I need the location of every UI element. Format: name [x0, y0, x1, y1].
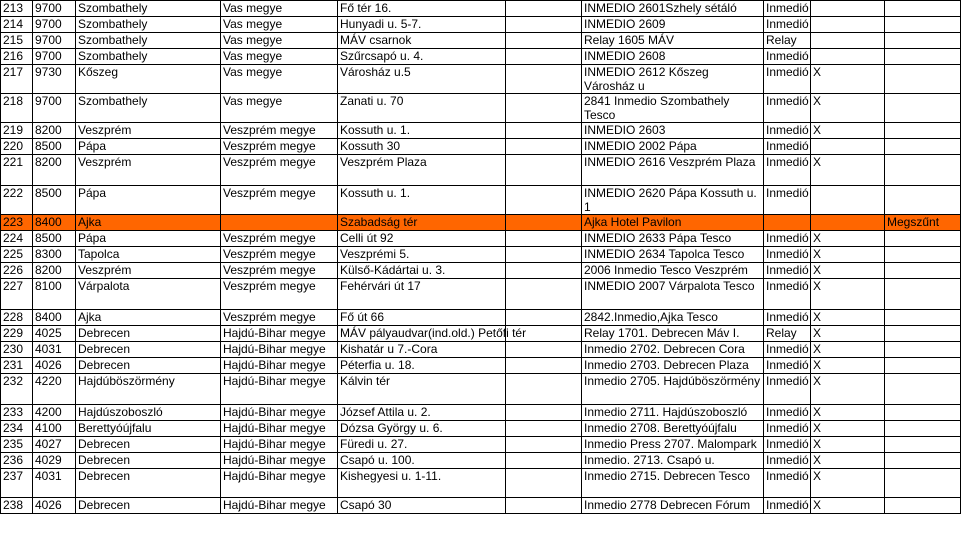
county-cell[interactable]: Vas megye: [221, 1, 338, 17]
store-name-cell[interactable]: INMEDIO 2609: [582, 17, 764, 33]
table-row: [1, 33, 961, 49]
brand-cell[interactable]: Inmedió: [764, 186, 811, 215]
blank-cell[interactable]: [506, 279, 582, 310]
county-cell[interactable]: Hajdú-Bihar megye: [221, 498, 338, 514]
flag-cell[interactable]: [811, 139, 885, 155]
blank-cell[interactable]: [506, 49, 582, 65]
address-cell[interactable]: Csapó 30: [338, 498, 506, 514]
blank-cell[interactable]: [506, 469, 582, 498]
table-body: [1, 1, 961, 514]
status-cell[interactable]: [885, 405, 961, 421]
store-name-cell[interactable]: Inmedio 2708. Berettyóújfalu: [582, 421, 764, 437]
brand-cell[interactable]: Inmedió: [764, 1, 811, 17]
city-cell[interactable]: Szombathely: [76, 94, 221, 123]
status-cell[interactable]: [885, 139, 961, 155]
city-cell[interactable]: Debrecen: [76, 498, 221, 514]
table-row: [1, 65, 961, 94]
store-name-cell[interactable]: INMEDIO 2612 Kőszeg Városház u: [582, 65, 764, 94]
store-name-cell[interactable]: INMEDIO 2634 Tapolca Tesco: [582, 247, 764, 263]
blank-cell[interactable]: [506, 1, 582, 17]
table-row: [1, 247, 961, 263]
brand-cell[interactable]: Inmedió: [764, 155, 811, 186]
id-cell[interactable]: 231: [1, 358, 33, 374]
city-cell[interactable]: Debrecen: [76, 453, 221, 469]
zip-cell[interactable]: 8100: [33, 279, 76, 310]
table-row: [1, 231, 961, 247]
id-cell[interactable]: 227: [1, 279, 33, 310]
address-cell[interactable]: Szűrcsapó u. 4.: [338, 49, 506, 65]
table-row: [1, 49, 961, 65]
zip-cell[interactable]: 9700: [33, 33, 76, 49]
flag-cell[interactable]: [811, 49, 885, 65]
county-cell[interactable]: Hajdú-Bihar megye: [221, 469, 338, 498]
address-cell[interactable]: Füredi u. 27.: [338, 437, 506, 453]
blank-cell[interactable]: [506, 123, 582, 139]
id-cell[interactable]: 213: [1, 1, 33, 17]
store-name-cell[interactable]: INMEDIO 2616 Veszprém Plaza: [582, 155, 764, 186]
brand-cell[interactable]: [764, 215, 811, 231]
id-cell[interactable]: 225: [1, 247, 33, 263]
county-cell[interactable]: Veszprém megye: [221, 139, 338, 155]
county-cell[interactable]: Veszprém megye: [221, 123, 338, 139]
county-cell[interactable]: Vas megye: [221, 33, 338, 49]
brand-cell[interactable]: Inmedió: [764, 437, 811, 453]
address-cell[interactable]: Veszprémi 5.: [338, 247, 506, 263]
blank-cell[interactable]: [506, 139, 582, 155]
status-cell[interactable]: [885, 326, 961, 342]
blank-cell[interactable]: [506, 310, 582, 326]
id-cell[interactable]: 223: [1, 215, 33, 231]
id-cell[interactable]: 215: [1, 33, 33, 49]
flag-cell[interactable]: X: [811, 498, 885, 514]
zip-cell[interactable]: 4026: [33, 358, 76, 374]
flag-cell[interactable]: [811, 17, 885, 33]
city-cell[interactable]: Várpalota: [76, 279, 221, 310]
city-cell[interactable]: Ajka: [76, 215, 221, 231]
flag-cell[interactable]: X: [811, 155, 885, 186]
table-row: [1, 437, 961, 453]
id-cell[interactable]: 217: [1, 65, 33, 94]
brand-cell[interactable]: Inmedió: [764, 247, 811, 263]
store-name-cell[interactable]: INMEDIO 2608: [582, 49, 764, 65]
city-cell[interactable]: Szombathely: [76, 33, 221, 49]
flag-cell[interactable]: X: [811, 310, 885, 326]
county-cell[interactable]: Hajdú-Bihar megye: [221, 453, 338, 469]
blank-cell[interactable]: [506, 247, 582, 263]
zip-cell[interactable]: 4026: [33, 498, 76, 514]
status-cell[interactable]: [885, 437, 961, 453]
id-cell[interactable]: 235: [1, 437, 33, 453]
blank-cell[interactable]: [506, 17, 582, 33]
status-cell[interactable]: [885, 374, 961, 405]
blank-cell[interactable]: [506, 374, 582, 405]
address-cell[interactable]: Külső-Kádártai u. 3.: [338, 263, 506, 279]
table-row: [1, 123, 961, 139]
address-cell[interactable]: MÁV csarnok: [338, 33, 506, 49]
flag-cell[interactable]: X: [811, 326, 885, 342]
store-name-cell[interactable]: Inmedio. 2713. Csapó u.: [582, 453, 764, 469]
status-cell[interactable]: [885, 342, 961, 358]
city-cell[interactable]: Berettyóújfalu: [76, 421, 221, 437]
address-cell[interactable]: Városház u.5: [338, 65, 506, 94]
table-row: [1, 469, 961, 498]
address-cell[interactable]: Csapó u. 100.: [338, 453, 506, 469]
id-cell[interactable]: 214: [1, 17, 33, 33]
table-row: [1, 310, 961, 326]
county-cell[interactable]: Veszprém megye: [221, 155, 338, 186]
blank-cell[interactable]: [506, 453, 582, 469]
table-row: [1, 155, 961, 186]
flag-cell[interactable]: X: [811, 469, 885, 498]
county-cell[interactable]: Hajdú-Bihar megye: [221, 405, 338, 421]
flag-cell[interactable]: X: [811, 358, 885, 374]
store-name-cell[interactable]: 2006 Inmedio Tesco Veszprém: [582, 263, 764, 279]
address-cell[interactable]: Zanati u. 70: [338, 94, 506, 123]
table-row: [1, 186, 961, 215]
status-cell[interactable]: [885, 65, 961, 94]
status-cell[interactable]: [885, 310, 961, 326]
county-cell[interactable]: Hajdú-Bihar megye: [221, 437, 338, 453]
zip-cell[interactable]: 4220: [33, 374, 76, 405]
blank-cell[interactable]: [506, 155, 582, 186]
store-name-cell[interactable]: INMEDIO 2633 Pápa Tesco: [582, 231, 764, 247]
store-name-cell[interactable]: INMEDIO 2603: [582, 123, 764, 139]
city-cell[interactable]: Debrecen: [76, 358, 221, 374]
flag-cell[interactable]: X: [811, 421, 885, 437]
county-cell[interactable]: Veszprém megye: [221, 231, 338, 247]
brand-cell[interactable]: Relay: [764, 326, 811, 342]
address-cell[interactable]: Celli út 92: [338, 231, 506, 247]
table-row: [1, 17, 961, 33]
blank-cell[interactable]: [506, 231, 582, 247]
store-name-cell[interactable]: Inmedio 2703. Debrecen Plaza: [582, 358, 764, 374]
county-cell[interactable]: Vas megye: [221, 17, 338, 33]
store-name-cell[interactable]: Inmedio 2705. Hajdúböszörmény: [582, 374, 764, 405]
address-cell[interactable]: Kossuth u. 1.: [338, 123, 506, 139]
status-cell[interactable]: [885, 421, 961, 437]
flag-cell[interactable]: [811, 1, 885, 17]
address-cell[interactable]: Kishegyesi u. 1-11.: [338, 469, 506, 498]
id-cell[interactable]: 236: [1, 453, 33, 469]
county-cell[interactable]: Hajdú-Bihar megye: [221, 374, 338, 405]
flag-cell[interactable]: X: [811, 437, 885, 453]
city-cell[interactable]: Debrecen: [76, 326, 221, 342]
blank-cell[interactable]: [506, 498, 582, 514]
blank-cell[interactable]: [506, 33, 582, 49]
zip-cell[interactable]: 8200: [33, 155, 76, 186]
blank-cell[interactable]: [506, 421, 582, 437]
flag-cell[interactable]: X: [811, 123, 885, 139]
zip-cell[interactable]: 8500: [33, 139, 76, 155]
zip-cell[interactable]: 4031: [33, 469, 76, 498]
status-cell[interactable]: [885, 358, 961, 374]
status-cell[interactable]: [885, 231, 961, 247]
brand-cell[interactable]: Inmedió: [764, 405, 811, 421]
table-row: [1, 139, 961, 155]
county-cell[interactable]: Vas megye: [221, 94, 338, 123]
flag-cell[interactable]: X: [811, 263, 885, 279]
table-row: [1, 263, 961, 279]
address-cell[interactable]: Kossuth u. 1.: [338, 186, 506, 215]
store-name-cell[interactable]: Relay 1605 MÁV: [582, 33, 764, 49]
blank-cell[interactable]: [506, 342, 582, 358]
address-cell[interactable]: Szabadság tér: [338, 215, 506, 231]
id-cell[interactable]: 229: [1, 326, 33, 342]
flag-cell[interactable]: X: [811, 65, 885, 94]
zip-cell[interactable]: 8200: [33, 123, 76, 139]
city-cell[interactable]: Tapolca: [76, 247, 221, 263]
brand-cell[interactable]: Inmedió: [764, 231, 811, 247]
county-cell[interactable]: Veszprém megye: [221, 310, 338, 326]
zip-cell[interactable]: 4100: [33, 421, 76, 437]
city-cell[interactable]: Debrecen: [76, 469, 221, 498]
table-row: [1, 453, 961, 469]
city-cell[interactable]: Debrecen: [76, 342, 221, 358]
city-cell[interactable]: Veszprém: [76, 155, 221, 186]
city-cell[interactable]: Hajdúböszörmény: [76, 374, 221, 405]
table-row: [1, 215, 961, 231]
id-cell[interactable]: 233: [1, 405, 33, 421]
table-row: [1, 326, 961, 342]
status-cell[interactable]: [885, 453, 961, 469]
brand-cell[interactable]: Inmedió: [764, 374, 811, 405]
zip-cell[interactable]: 8500: [33, 186, 76, 215]
blank-cell[interactable]: [506, 215, 582, 231]
flag-cell[interactable]: [811, 33, 885, 49]
county-cell[interactable]: [221, 215, 338, 231]
brand-cell[interactable]: Relay: [764, 33, 811, 49]
address-cell[interactable]: Hunyadi u. 5-7.: [338, 17, 506, 33]
county-cell[interactable]: Veszprém megye: [221, 186, 338, 215]
blank-cell[interactable]: [506, 263, 582, 279]
address-cell[interactable]: Fehérvári út 17: [338, 279, 506, 310]
city-cell[interactable]: Debrecen: [76, 437, 221, 453]
city-cell[interactable]: Veszprém: [76, 123, 221, 139]
brand-cell[interactable]: Inmedió: [764, 139, 811, 155]
flag-cell[interactable]: X: [811, 279, 885, 310]
table-row: [1, 405, 961, 421]
address-cell[interactable]: MÁV pályaudvar(ind.old.) Petőfi tér: [338, 326, 506, 342]
store-name-cell[interactable]: Inmedio Press 2707. Malompark: [582, 437, 764, 453]
brand-cell[interactable]: Inmedió: [764, 94, 811, 123]
flag-cell[interactable]: X: [811, 405, 885, 421]
table-row: [1, 358, 961, 374]
store-name-cell[interactable]: INMEDIO 2620 Pápa Kossuth u. 1: [582, 186, 764, 215]
id-cell[interactable]: 220: [1, 139, 33, 155]
brand-cell[interactable]: Inmedió: [764, 263, 811, 279]
id-cell[interactable]: 216: [1, 49, 33, 65]
blank-cell[interactable]: [506, 94, 582, 123]
store-name-cell[interactable]: Ajka Hotel Pavilon: [582, 215, 764, 231]
flag-cell[interactable]: X: [811, 342, 885, 358]
store-name-cell[interactable]: Inmedio 2702. Debrecen Cora: [582, 342, 764, 358]
city-cell[interactable]: Szombathely: [76, 49, 221, 65]
city-cell[interactable]: Hajdúszoboszló: [76, 405, 221, 421]
blank-cell[interactable]: [506, 358, 582, 374]
id-cell[interactable]: 221: [1, 155, 33, 186]
store-name-cell[interactable]: INMEDIO 2002 Pápa: [582, 139, 764, 155]
county-cell[interactable]: Veszprém megye: [221, 279, 338, 310]
address-cell[interactable]: József Attila u. 2.: [338, 405, 506, 421]
zip-cell[interactable]: 8300: [33, 247, 76, 263]
status-cell[interactable]: [885, 263, 961, 279]
zip-cell[interactable]: 9700: [33, 17, 76, 33]
store-name-cell[interactable]: 2841 Inmedio Szombathely Tesco: [582, 94, 764, 123]
brand-cell[interactable]: Inmedió: [764, 498, 811, 514]
flag-cell[interactable]: X: [811, 453, 885, 469]
brand-cell[interactable]: Inmedió: [764, 49, 811, 65]
zip-cell[interactable]: 4200: [33, 405, 76, 421]
status-cell[interactable]: [885, 247, 961, 263]
status-cell[interactable]: [885, 1, 961, 17]
id-cell[interactable]: 219: [1, 123, 33, 139]
zip-cell[interactable]: 9700: [33, 49, 76, 65]
county-cell[interactable]: Hajdú-Bihar megye: [221, 358, 338, 374]
status-cell[interactable]: [885, 94, 961, 123]
store-name-cell[interactable]: 2842.Inmedio,Ajka Tesco: [582, 310, 764, 326]
county-cell[interactable]: Vas megye: [221, 49, 338, 65]
table-row: [1, 498, 961, 514]
brand-cell[interactable]: Inmedió: [764, 358, 811, 374]
id-cell[interactable]: 218: [1, 94, 33, 123]
store-name-cell[interactable]: Relay 1701. Debrecen Máv I.: [582, 326, 764, 342]
status-cell[interactable]: Megszűnt: [885, 215, 961, 231]
id-cell[interactable]: 222: [1, 186, 33, 215]
zip-cell[interactable]: 8500: [33, 231, 76, 247]
blank-cell[interactable]: [506, 65, 582, 94]
store-name-cell[interactable]: Inmedio 2778 Debrecen Fórum: [582, 498, 764, 514]
brand-cell[interactable]: Inmedió: [764, 279, 811, 310]
status-cell[interactable]: [885, 17, 961, 33]
address-cell[interactable]: Veszprém Plaza: [338, 155, 506, 186]
brand-cell[interactable]: Inmedió: [764, 453, 811, 469]
status-cell[interactable]: [885, 33, 961, 49]
table-row: [1, 94, 961, 123]
zip-cell[interactable]: 9730: [33, 65, 76, 94]
flag-cell[interactable]: X: [811, 94, 885, 123]
city-cell[interactable]: Ajka: [76, 310, 221, 326]
id-cell[interactable]: 238: [1, 498, 33, 514]
flag-cell[interactable]: X: [811, 231, 885, 247]
zip-cell[interactable]: 8400: [33, 310, 76, 326]
city-cell[interactable]: Pápa: [76, 231, 221, 247]
table-row: [1, 342, 961, 358]
table-row: [1, 279, 961, 310]
blank-cell[interactable]: [506, 186, 582, 215]
county-cell[interactable]: Veszprém megye: [221, 247, 338, 263]
zip-cell[interactable]: 9700: [33, 1, 76, 17]
zip-cell[interactable]: 4029: [33, 453, 76, 469]
city-cell[interactable]: Pápa: [76, 186, 221, 215]
status-cell[interactable]: [885, 186, 961, 215]
blank-cell[interactable]: [506, 437, 582, 453]
county-cell[interactable]: Hajdú-Bihar megye: [221, 342, 338, 358]
blank-cell[interactable]: [506, 405, 582, 421]
id-cell[interactable]: 232: [1, 374, 33, 405]
county-cell[interactable]: Hajdú-Bihar megye: [221, 421, 338, 437]
zip-cell[interactable]: 8400: [33, 215, 76, 231]
table-row: [1, 1, 961, 17]
brand-cell[interactable]: Inmedió: [764, 310, 811, 326]
id-cell[interactable]: 226: [1, 263, 33, 279]
city-cell[interactable]: Szombathely: [76, 1, 221, 17]
zip-cell[interactable]: 4031: [33, 342, 76, 358]
address-cell[interactable]: Fő út 66: [338, 310, 506, 326]
status-cell[interactable]: [885, 155, 961, 186]
store-name-cell[interactable]: INMEDIO 2601Szhely sétáló: [582, 1, 764, 17]
county-cell[interactable]: Hajdú-Bihar megye: [221, 326, 338, 342]
flag-cell[interactable]: [811, 215, 885, 231]
county-cell[interactable]: Vas megye: [221, 65, 338, 94]
status-cell[interactable]: [885, 469, 961, 498]
status-cell[interactable]: [885, 49, 961, 65]
brand-cell[interactable]: Inmedió: [764, 17, 811, 33]
address-cell[interactable]: Péterfia u. 18.: [338, 358, 506, 374]
address-cell[interactable]: Kálvin tér: [338, 374, 506, 405]
table-row: [1, 421, 961, 437]
brand-cell[interactable]: Inmedió: [764, 469, 811, 498]
brand-cell[interactable]: Inmedió: [764, 342, 811, 358]
address-cell[interactable]: Dózsa György u. 6.: [338, 421, 506, 437]
table-row: [1, 374, 961, 405]
address-cell[interactable]: Fő tér 16.: [338, 1, 506, 17]
id-cell[interactable]: 234: [1, 421, 33, 437]
store-name-cell[interactable]: Inmedio 2715. Debrecen Tesco: [582, 469, 764, 498]
flag-cell[interactable]: X: [811, 247, 885, 263]
brand-cell[interactable]: Inmedió: [764, 123, 811, 139]
brand-cell[interactable]: Inmedió: [764, 65, 811, 94]
zip-cell[interactable]: 9700: [33, 94, 76, 123]
id-cell[interactable]: 224: [1, 231, 33, 247]
flag-cell[interactable]: [811, 186, 885, 215]
brand-cell[interactable]: Inmedió: [764, 421, 811, 437]
id-cell[interactable]: 237: [1, 469, 33, 498]
city-cell[interactable]: Szombathely: [76, 17, 221, 33]
flag-cell[interactable]: X: [811, 374, 885, 405]
status-cell[interactable]: [885, 279, 961, 310]
store-name-cell[interactable]: Inmedio 2711. Hajdúszoboszló: [582, 405, 764, 421]
zip-cell[interactable]: 4027: [33, 437, 76, 453]
store-name-cell[interactable]: INMEDIO 2007 Várpalota Tesco: [582, 279, 764, 310]
city-cell[interactable]: Kőszeg: [76, 65, 221, 94]
status-cell[interactable]: [885, 498, 961, 514]
zip-cell[interactable]: 4025: [33, 326, 76, 342]
id-cell[interactable]: 228: [1, 310, 33, 326]
id-cell[interactable]: 230: [1, 342, 33, 358]
city-cell[interactable]: Veszprém: [76, 263, 221, 279]
status-cell[interactable]: [885, 123, 961, 139]
county-cell[interactable]: Veszprém megye: [221, 263, 338, 279]
address-cell[interactable]: Kishatár u 7.-Cora: [338, 342, 506, 358]
city-cell[interactable]: Pápa: [76, 139, 221, 155]
address-cell[interactable]: Kossuth 30: [338, 139, 506, 155]
zip-cell[interactable]: 8200: [33, 263, 76, 279]
